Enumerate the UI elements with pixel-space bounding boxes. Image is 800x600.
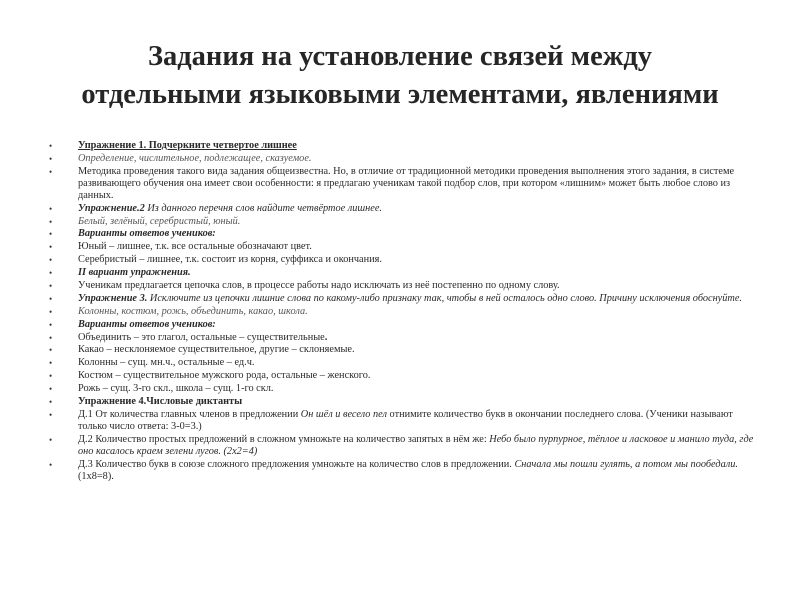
exercise-1-heading: Упражнение 1. Подчеркните четвертое лишнее <box>78 140 297 151</box>
list-item: • Методика проведения такого вида задания общеизвестна. Но, в отличие от традиционной методики проведения выполнения этого задания, в системе развивающего обучения она имеет свои особенности: я предлагаю ученикам такой подбор слов, при котором «лишним» может быть любое слово из данных. <box>40 166 760 202</box>
slide-title <box>20 38 780 114</box>
list-item: • Рожь – сущ. 3-го скл., школа – сущ. 1-го скл. <box>40 383 760 395</box>
list-item: • Белый, зелёный, серебристый, юный. <box>40 216 760 228</box>
exercise-3-heading: Упражнение 3. <box>78 292 150 304</box>
list-item: • Серебристый – лишнее, т.к. состоит из корня, суффикса и окончания. <box>40 254 760 266</box>
list-item: • Костюм – существительное мужского рода, остальные – женского. <box>40 370 760 382</box>
list-item <box>40 140 760 152</box>
list-item: • Варианты ответов учеников: <box>40 228 760 240</box>
list-item: • Д.3 Количество букв в союзе сложного предложения умножьте на количество слов в предложении. Сначала мы пошли гулять, а потом мы пообедали. (1х8=8). <box>40 459 760 483</box>
list-item: • Упражнение 3. Исключите из цепочки лишние слова по какому-либо признаку так, чтобы в ней осталось одно слово. Причину исключения обоснуйте. <box>40 293 760 305</box>
list-item: • Объединить – это глагол, остальные – существительные. <box>40 332 760 344</box>
list-item: • II вариант упражнения. <box>40 267 760 279</box>
bullet-list <box>40 140 760 484</box>
list-item: • Варианты ответов учеников: <box>40 319 760 331</box>
list-item: • Д.2 Количество простых предложений в сложном умножьте на количество запятых в нём же: Небо было пурпурное, тёплое и ласковое и манило туда, где оно касалось краем зелени лугов. (2х2=4) <box>40 434 760 458</box>
title-line-2: отдельными языковыми элементами, явлениями <box>81 79 719 110</box>
list-item: • Упражнение.2 Из данного перечня слов найдите четвёртое лишнее. <box>40 203 760 215</box>
list-item: • Юный – лишнее, т.к. все остальные обозначают цвет. <box>40 241 760 253</box>
exercise-4-heading: Упражнение 4.Числовые диктанты <box>78 396 243 408</box>
list-item: • Какао – несклоняемое существительное, другие – склоняемые. <box>40 344 760 356</box>
list-item: • Колонны – сущ. мн.ч., остальные – ед.ч. <box>40 357 760 369</box>
list-item <box>40 396 760 408</box>
list-item: • Определение, числительное, подлежащее, сказуемое. <box>40 153 760 165</box>
exercise-2-heading: Упражнение.2 <box>78 202 148 214</box>
list-item: • Д.1 От количества главных членов в предложении Он шёл и весело пел отнимите количество букв в окончании последнего слова. (Ученики называют только число ответа: 3-0=3.) <box>40 409 760 433</box>
list-item: • Ученикам предлагается цепочка слов, в процессе работы надо исключать из неё постепенно по одному слову. <box>40 280 760 292</box>
list-item: • Колонны, костюм, рожь, объединить, какао, школа. <box>40 306 760 318</box>
title-line-1: Задания на установление связей между <box>147 41 653 72</box>
